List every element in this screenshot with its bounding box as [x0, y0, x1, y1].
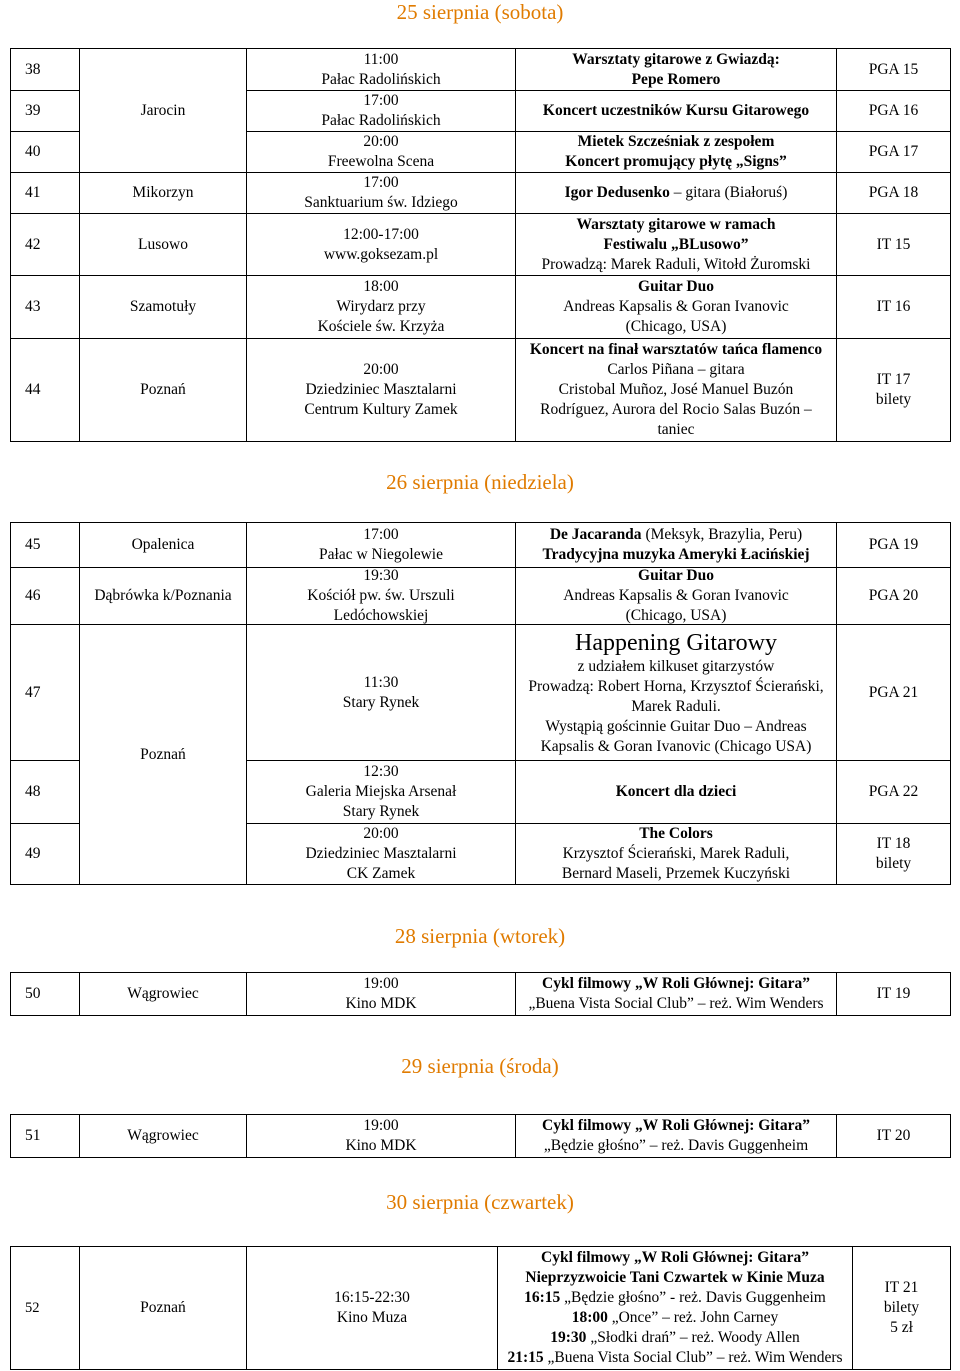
event-cell [515, 567, 837, 625]
place: Freewolna Scena [327, 153, 435, 170]
event-cell [515, 823, 837, 885]
event-title: Warsztaty gitarowe z Gwiazdą: [572, 50, 780, 68]
city-cell: Poznań [79, 624, 247, 885]
event-cell [515, 338, 837, 442]
event-title: Guitar Duo [638, 278, 714, 295]
event-cell [515, 624, 837, 761]
event-title: The Colors [639, 825, 713, 842]
city-cell: Dąbrówka k/Poznania [79, 567, 247, 625]
event-desc: Krzysztof Ścierański, Marek Raduli, [562, 845, 790, 862]
event-cell [515, 90, 837, 132]
code-cell: PGA 16 [836, 90, 951, 132]
event-cell [515, 275, 837, 339]
time-place-cell [246, 338, 516, 442]
city-cell: Poznań [79, 1246, 247, 1370]
screening-desc: „Buena Vista Social Club” – reż. Wim Wenders [543, 1349, 843, 1366]
event-desc: „Będzie głośno” – reż. Davis Guggenheim [543, 1137, 809, 1154]
row-number: 52 [10, 1246, 80, 1370]
city-cell: Szamotuły [79, 275, 247, 339]
row-number: 48 [10, 760, 80, 824]
place: Kino MDK [345, 1137, 417, 1154]
time-place-cell [246, 172, 516, 214]
event-desc: taniec [657, 421, 695, 438]
place: Dziedziniec Masztalarni [305, 381, 457, 398]
screening-desc: „Słodki drań” – reż. Woody Allen [586, 1329, 800, 1346]
event-title: Koncert dla dzieci [615, 783, 737, 800]
time: 16:15-22:30 [334, 1289, 410, 1306]
event-desc: Prowadzą: Robert Horna, Krzysztof Ścierański, [528, 677, 824, 695]
event-title: Happening Gitarowy [575, 629, 777, 656]
place: Pałac w Niegolewie [319, 546, 443, 563]
time-place-cell [246, 213, 516, 276]
code-cell: IT 19 [836, 972, 951, 1016]
event-desc: „Buena Vista Social Club” – reż. Wim Wenders [528, 995, 824, 1012]
event-desc: Cristobal Muñoz, José Manuel Buzón [558, 381, 794, 398]
time-place-cell [246, 1246, 498, 1370]
city-cell: Wągrowiec [79, 1114, 247, 1158]
time-place-cell [246, 275, 516, 339]
place: Kino MDK [345, 995, 417, 1012]
screening-time: 19:30 [550, 1329, 587, 1346]
place: Kościół pw. św. Urszuli [307, 587, 455, 604]
time-place-cell [246, 624, 516, 761]
time: 19:00 [363, 975, 399, 992]
time-place-cell [246, 131, 516, 173]
event-title: Pepe Romero [631, 70, 721, 88]
place: Galeria Miejska Arsenał [305, 783, 457, 800]
price: 5 zł [890, 1319, 913, 1336]
screening-time: 21:15 [507, 1349, 544, 1366]
row-number: 42 [10, 213, 80, 276]
event-desc: – gitara (Białoruś) [669, 184, 788, 201]
code: IT 17 [876, 371, 911, 388]
section-title-30: 30 sierpnia (czwartek) [386, 1190, 574, 1214]
event-desc: z udziałem kilkuset gitarzystów [577, 657, 775, 675]
code-cell: PGA 19 [836, 522, 951, 568]
section-title-29: 29 sierpnia (środa) [401, 1054, 559, 1078]
time: 11:00 [363, 50, 399, 68]
event-title: Koncert na finał warsztatów tańca flamenco [529, 341, 823, 358]
event-title: Nieprzyzwoicie Tani Czwartek w Kinie Muza [525, 1269, 825, 1286]
time: 20:00 [363, 825, 399, 842]
event-desc: Wystąpią gościnnie Guitar Duo – Andreas [545, 717, 807, 735]
code: IT 18 [876, 835, 911, 852]
city-cell: Opalenica [79, 522, 247, 568]
event-title: Mietek Szcześniak z zespołem [577, 133, 775, 150]
screening-time: 16:15 [524, 1289, 561, 1306]
screening-desc: „Once” – reż. John Carney [607, 1309, 779, 1326]
event-desc: Rodríguez, Aurora del Rocio Salas Buzón – [540, 401, 812, 418]
event-cell [515, 1114, 837, 1158]
tickets: bilety [883, 1299, 920, 1316]
time-place-cell [246, 823, 516, 885]
place: Kościele św. Krzyża [317, 318, 445, 335]
code-cell: IT 20 [836, 1114, 951, 1158]
time: 20:00 [363, 361, 399, 378]
event-cell [515, 760, 837, 824]
event-title: Festiwalu „BLusowo” [603, 235, 749, 253]
code-cell: PGA 20 [836, 567, 951, 625]
event-desc: (Chicago, USA) [625, 318, 727, 335]
code-cell [852, 1246, 951, 1370]
event-desc: (Meksyk, Brazylia, Peru) [641, 526, 803, 543]
time-place-cell [246, 1114, 516, 1158]
row-number: 46 [10, 567, 80, 625]
event-cell [515, 48, 837, 91]
time: 12:00-17:00 [343, 225, 419, 243]
section-title-25: 25 sierpnia (sobota) [396, 0, 564, 24]
event-desc: Kapsalis & Goran Ivanovic (Chicago USA) [540, 737, 812, 755]
place: www.goksezam.pl [323, 245, 439, 263]
screening-time: 18:00 [571, 1309, 608, 1326]
time: 17:00 [363, 174, 399, 191]
city-cell: Poznań [79, 338, 247, 442]
code-cell: PGA 17 [836, 131, 951, 173]
event-title: Tradycyjna muzyka Ameryki Łacińskiej [542, 546, 810, 563]
code-cell: PGA 15 [836, 48, 951, 91]
time: 17:00 [363, 92, 399, 109]
place: Pałac Radolińskich [321, 70, 441, 88]
event-desc: Carlos Piñana – gitara [607, 361, 745, 378]
row-number: 44 [10, 338, 80, 442]
row-number: 38 [10, 48, 80, 91]
event-title: Cykl filmowy „W Roli Głównej: Gitara” [542, 975, 810, 992]
time-place-cell [246, 567, 516, 625]
row-number: 40 [10, 131, 80, 173]
city-cell: Lusowo [79, 213, 247, 276]
place: Pałac Radolińskich [321, 112, 441, 129]
event-desc: Prowadzą: Marek Raduli, Witołd Żuromski [541, 255, 811, 273]
time-place-cell [246, 48, 516, 91]
time-place-cell [246, 522, 516, 568]
event-title: Koncert promujący płytę „Signs” [565, 153, 787, 170]
code-cell: PGA 21 [836, 624, 951, 761]
event-title: Cykl filmowy „W Roli Głównej: Gitara” [542, 1117, 810, 1134]
code: IT 21 [884, 1279, 919, 1296]
event-title: Guitar Duo [638, 567, 714, 584]
time: 11:30 [363, 673, 399, 691]
city-cell: Jarocin [79, 48, 247, 173]
place: Sanktuarium św. Idziego [304, 194, 458, 211]
event-cell [497, 1246, 853, 1370]
row-number: 50 [10, 972, 80, 1016]
event-desc: Marek Raduli. [631, 697, 721, 715]
event-desc: Bernard Maseli, Przemek Kuczyński [561, 865, 791, 882]
event-desc: Andreas Kapsalis & Goran Ivanovic [563, 298, 789, 315]
code-cell: PGA 18 [836, 172, 951, 214]
event-cell [515, 131, 837, 173]
place: Dziedziniec Masztalarni [305, 845, 457, 862]
code-cell [836, 338, 951, 442]
place: Centrum Kultury Zamek [304, 401, 458, 418]
row-number: 39 [10, 90, 80, 132]
time: 20:00 [363, 133, 399, 150]
event-title: Igor Dedusenko [564, 184, 670, 201]
place: CK Zamek [346, 865, 416, 882]
time: 18:00 [363, 278, 399, 295]
place: Stary Rynek [342, 803, 420, 820]
row-number: 45 [10, 522, 80, 568]
city-cell: Mikorzyn [79, 172, 247, 214]
section-title-26: 26 sierpnia (niedziela) [386, 470, 574, 494]
event-desc: Andreas Kapsalis & Goran Ivanovic [563, 587, 789, 604]
place: Kino Muza [336, 1309, 408, 1326]
time: 17:00 [363, 526, 399, 543]
time: 19:30 [363, 567, 399, 584]
event-title: De Jacaranda [549, 526, 642, 543]
place: Wirydarz przy [336, 298, 426, 315]
row-number: 47 [10, 624, 80, 761]
time: 19:00 [363, 1117, 399, 1134]
event-title: Warsztaty gitarowe w ramach [576, 215, 776, 233]
row-number: 51 [10, 1114, 80, 1158]
row-number: 43 [10, 275, 80, 339]
event-cell [515, 172, 837, 214]
city-cell: Wągrowiec [79, 972, 247, 1016]
place: Stary Rynek [342, 693, 420, 711]
place: Ledóchowskiej [333, 607, 429, 624]
code-cell: IT 15 [836, 213, 951, 276]
event-cell [515, 972, 837, 1016]
event-title: Cykl filmowy „W Roli Głównej: Gitara” [541, 1249, 809, 1266]
screening-desc: „Będzie głośno” - reż. Davis Guggenheim [560, 1289, 826, 1306]
row-number: 41 [10, 172, 80, 214]
code-cell: PGA 22 [836, 760, 951, 824]
code-cell: IT 16 [836, 275, 951, 339]
event-cell [515, 522, 837, 568]
tickets: bilety [875, 855, 912, 872]
tickets: bilety [875, 391, 912, 408]
section-title-28: 28 sierpnia (wtorek) [394, 924, 566, 948]
event-title: Koncert uczestników Kursu Gitarowego [542, 102, 810, 119]
time-place-cell [246, 972, 516, 1016]
time-place-cell [246, 90, 516, 132]
time: 12:30 [363, 763, 399, 780]
row-number: 49 [10, 823, 80, 885]
event-cell [515, 213, 837, 276]
time-place-cell [246, 760, 516, 824]
code-cell [836, 823, 951, 885]
event-desc: (Chicago, USA) [625, 607, 727, 624]
